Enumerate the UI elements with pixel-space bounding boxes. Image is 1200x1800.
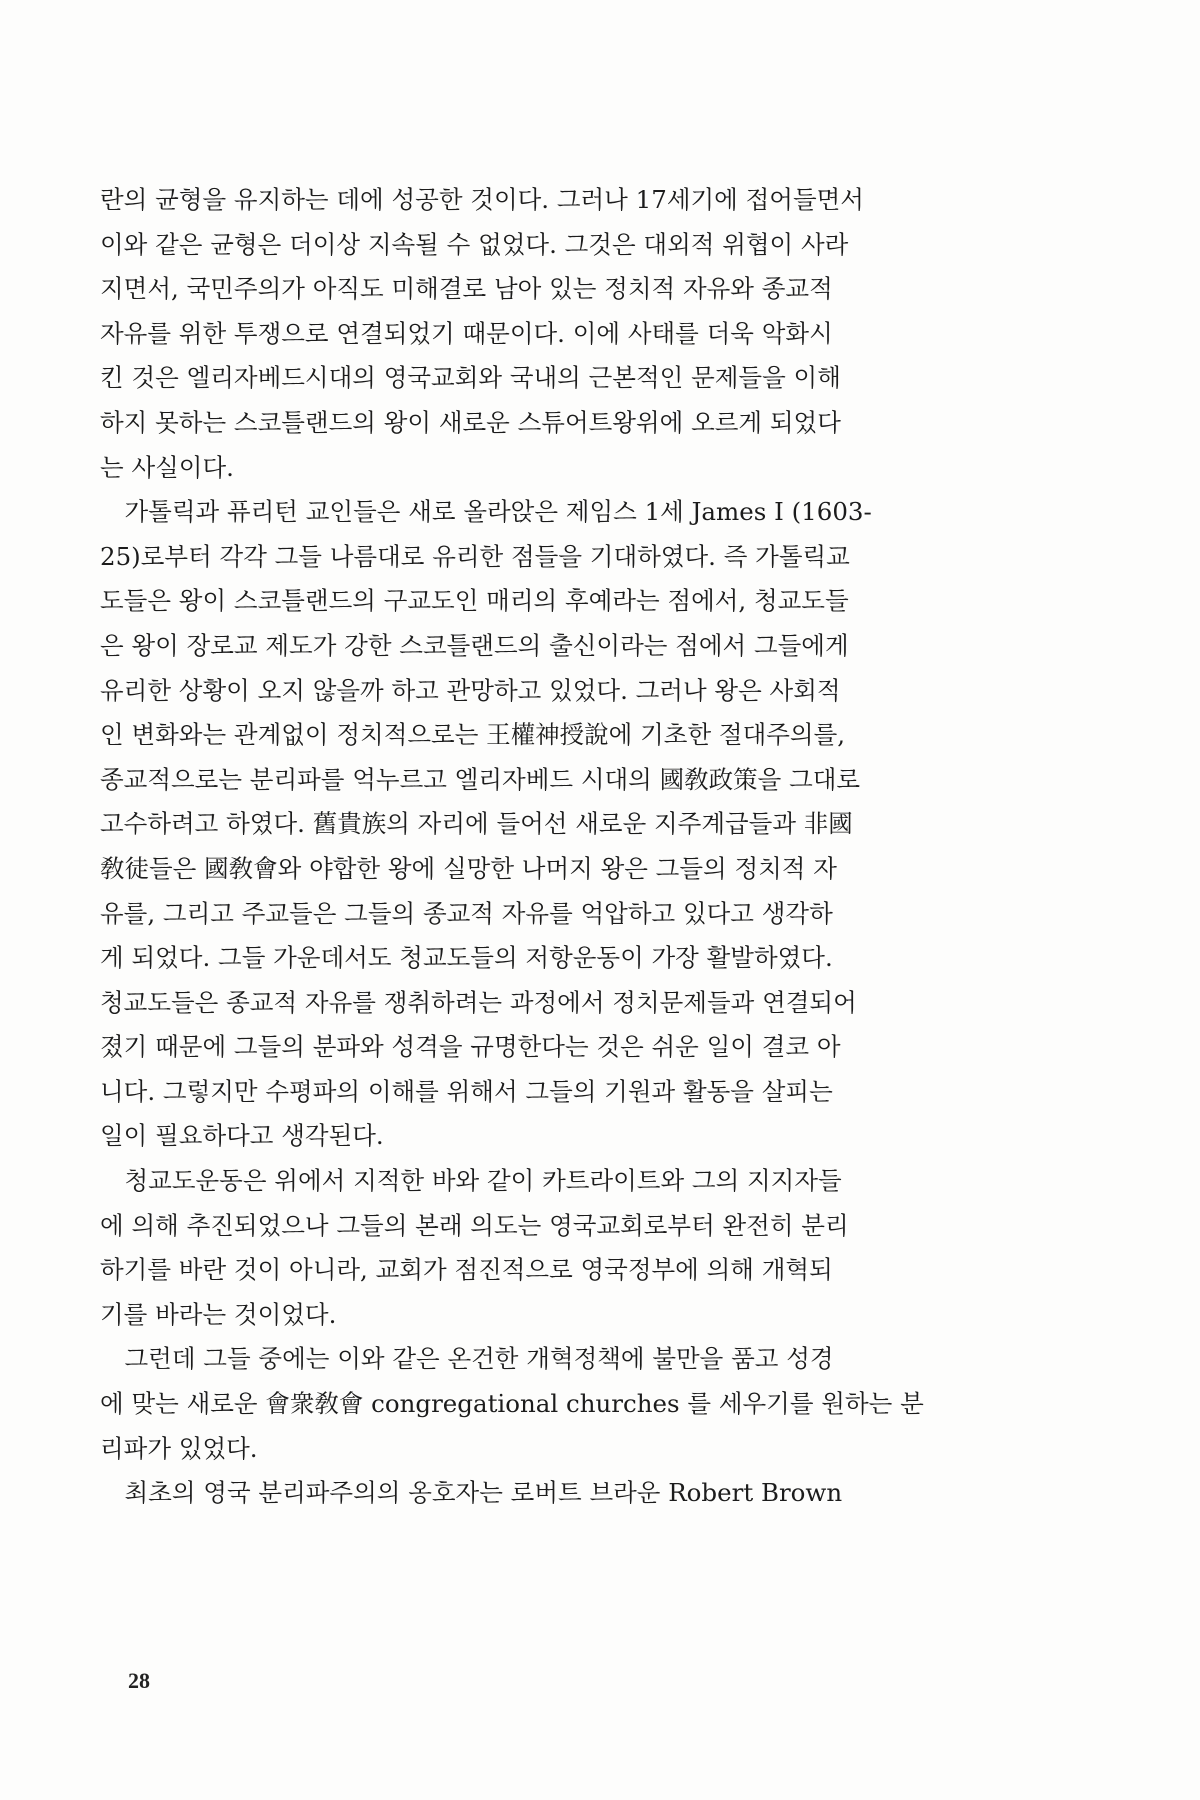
text-line: 종교적으로는 분리파를 억누르고 엘리자베드 시대의 國敎政策을 그대로 bbox=[100, 764, 861, 794]
text-line: 25)로부터 각각 그들 나름대로 유리한 점들을 기대하였다. 즉 가톨릭교 bbox=[100, 541, 850, 571]
text-line: 청교도들은 종교적 자유를 쟁취하려는 과정에서 정치문제들과 연결되어 bbox=[100, 987, 857, 1017]
text-line: 인 변화와는 관계없이 정치적으로는 王權神授說에 기초한 절대주의를, bbox=[100, 720, 846, 750]
text-line: 하지 못하는 스코틀랜드의 왕이 새로운 스튜어트왕위에 오르게 되었다 bbox=[100, 407, 841, 437]
text-line: 이와 같은 균형은 더이상 지속될 수 없었다. 그것은 대외적 위협이 사라 bbox=[100, 229, 849, 259]
text-line: 자유를 위한 투쟁으로 연결되었기 때문이다. 이에 사태를 더욱 악화시 bbox=[100, 318, 833, 348]
text-line: 유를, 그리고 주교들은 그들의 종교적 자유를 억압하고 있다고 생각하 bbox=[100, 898, 833, 928]
text-line: 기를 바라는 것이었다. bbox=[100, 1299, 337, 1329]
text-line: 가톨릭과 퓨리턴 교인들은 새로 올라앉은 제임스 1세 James I (1603- bbox=[124, 497, 872, 527]
text-line: 리파가 있었다. bbox=[100, 1433, 258, 1463]
text-line: 하기를 바란 것이 아니라, 교회가 점진적으로 영국정부에 의해 개혁되 bbox=[100, 1255, 833, 1285]
text-line: 고수하려고 하였다. 舊貴族의 자리에 들어선 새로운 지주계급들과 非國 bbox=[100, 809, 853, 839]
text-line: 도들은 왕이 스코틀랜드의 구교도인 매리의 후예라는 점에서, 청교도들 bbox=[100, 586, 849, 616]
text-line: 은 왕이 장로교 제도가 강한 스코틀랜드의 출신이라는 점에서 그들에게 bbox=[100, 630, 849, 660]
text-line: 킨 것은 엘리자베드시대의 영국교회와 국내의 근본적인 문제들을 이해 bbox=[100, 363, 841, 393]
text-line: 에 맞는 새로운 會衆敎會 congregational churches 를 세우기를 원하는 분 bbox=[100, 1389, 924, 1419]
text-line: 니다. 그렇지만 수평파의 이해를 위해서 그들의 기원과 활동을 살피는 bbox=[100, 1076, 833, 1106]
body-text bbox=[100, 178, 1005, 1516]
text-line: 일이 필요하다고 생각된다. bbox=[100, 1121, 384, 1151]
text-line: 에 의해 추진되었으나 그들의 본래 의도는 영국교회로부터 완전히 분리 bbox=[100, 1210, 849, 1240]
page-number: 28 bbox=[128, 1668, 150, 1693]
text-line: 청교도운동은 위에서 지적한 바와 같이 카트라이트와 그의 지지자들 bbox=[124, 1166, 842, 1196]
text-line: 란의 균형을 유지하는 데에 성공한 것이다. 그러나 17세기에 접어들면서 bbox=[100, 185, 864, 214]
text-line: 그런데 그들 중에는 이와 같은 온건한 개혁정책에 불만을 품고 성경 bbox=[124, 1344, 834, 1374]
text-line: 지면서, 국민주의가 아직도 미해결로 남아 있는 정치적 자유와 종교적 bbox=[100, 274, 833, 304]
text-line: 는 사실이다. bbox=[100, 452, 234, 482]
text-line: 졌기 때문에 그들의 분파와 성격을 규명한다는 것은 쉬운 일이 결코 아 bbox=[100, 1032, 841, 1062]
text-line: 게 되었다. 그들 가운데서도 청교도들의 저항운동이 가장 활발하였다. bbox=[100, 943, 833, 973]
text-line: 유리한 상황이 오지 않을까 하고 관망하고 있었다. 그러나 왕은 사회적 bbox=[100, 675, 841, 705]
text-line: 敎徒들은 國敎會와 야합한 왕에 실망한 나머지 왕은 그들의 정치적 자 bbox=[100, 853, 837, 883]
text-line: 최초의 영국 분리파주의의 옹호자는 로버트 브라운 Robert Brown bbox=[124, 1478, 843, 1508]
